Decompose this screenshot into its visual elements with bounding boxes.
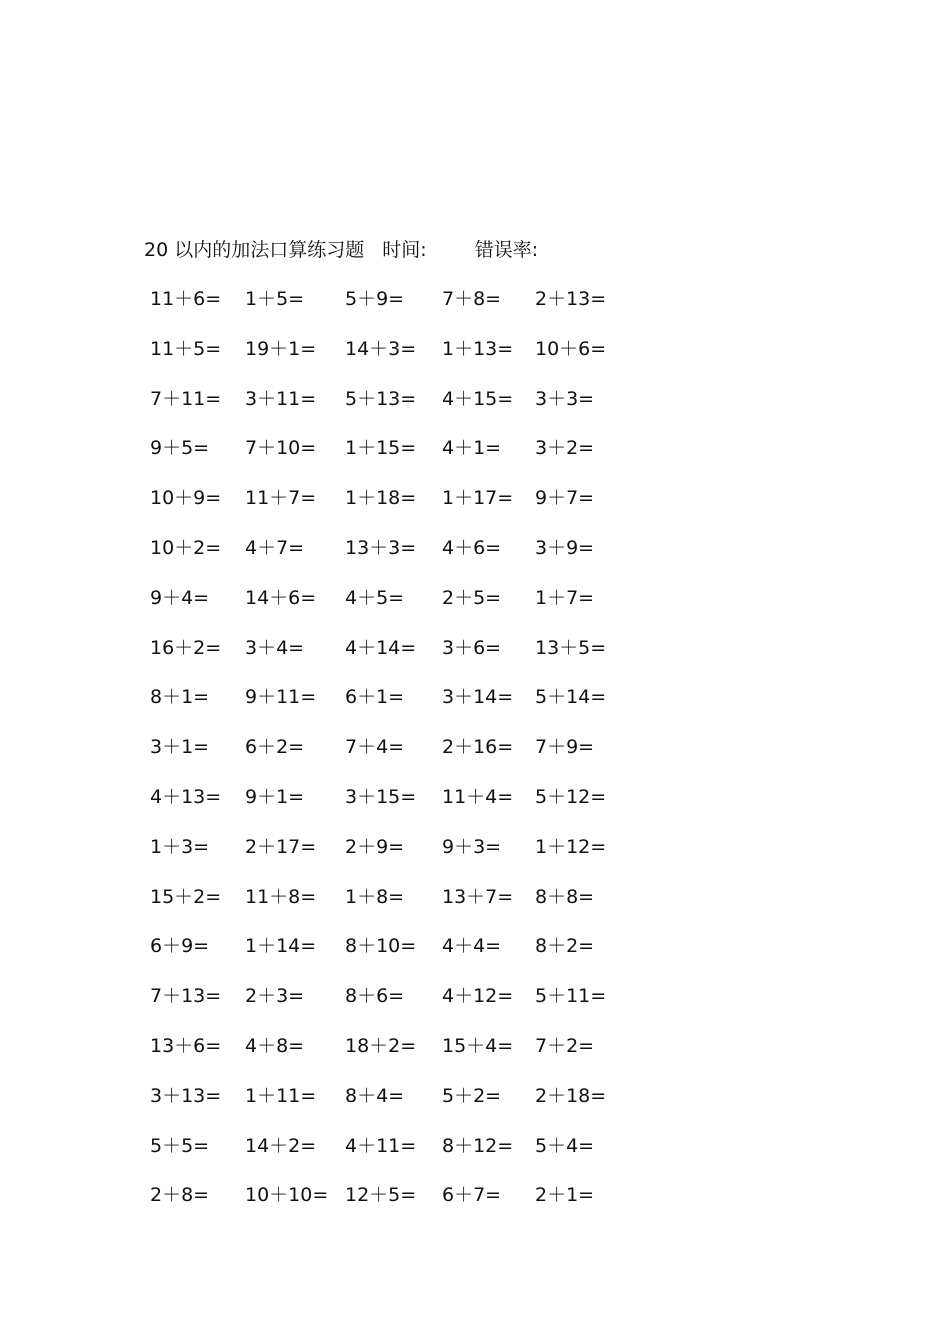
addition-problem: 3＋13= bbox=[150, 1084, 222, 1107]
addition-problem: 7＋8= bbox=[442, 288, 502, 310]
addition-problem: 9＋4= bbox=[150, 586, 210, 609]
addition-problem: 13＋7= bbox=[442, 885, 514, 908]
addition-problem: 2＋16= bbox=[442, 736, 514, 759]
addition-problem: 5＋5= bbox=[150, 1134, 210, 1157]
problem-row bbox=[150, 484, 670, 534]
addition-problem: 13＋5= bbox=[535, 636, 607, 659]
addition-problem: 9＋3= bbox=[442, 835, 502, 858]
addition-problem: 12＋5= bbox=[345, 1184, 417, 1207]
addition-problem: 13＋6= bbox=[150, 1034, 222, 1057]
addition-problem: 7＋11= bbox=[150, 387, 222, 410]
addition-problem: 1＋8= bbox=[345, 885, 405, 908]
problem-row bbox=[150, 1181, 670, 1231]
problem-row bbox=[150, 434, 670, 484]
addition-problem: 11＋6= bbox=[150, 288, 222, 310]
problem-row bbox=[150, 1132, 670, 1182]
addition-problem: 3＋11= bbox=[245, 387, 317, 410]
addition-problem: 8＋10= bbox=[345, 935, 417, 958]
addition-problem: 1＋11= bbox=[245, 1084, 317, 1107]
addition-problem: 4＋1= bbox=[442, 437, 502, 460]
addition-problem: 2＋18= bbox=[535, 1084, 607, 1107]
addition-problem: 19＋1= bbox=[245, 337, 317, 360]
problem-row bbox=[150, 584, 670, 634]
addition-problem: 14＋2= bbox=[245, 1134, 317, 1157]
addition-problem: 1＋13= bbox=[442, 337, 514, 360]
addition-problem: 8＋4= bbox=[345, 1084, 405, 1107]
worksheet-header bbox=[144, 236, 538, 264]
addition-problem: 2＋5= bbox=[442, 586, 502, 609]
problem-row bbox=[150, 335, 670, 385]
addition-problem: 5＋9= bbox=[345, 288, 405, 310]
addition-problem: 1＋7= bbox=[535, 586, 595, 609]
addition-problem: 3＋14= bbox=[442, 686, 514, 709]
addition-problem: 1＋14= bbox=[245, 935, 317, 958]
problem-row bbox=[150, 285, 670, 335]
addition-problem: 1＋5= bbox=[245, 288, 305, 310]
problem-row bbox=[150, 982, 670, 1032]
addition-problem: 3＋3= bbox=[535, 387, 595, 410]
problem-row bbox=[150, 385, 670, 435]
addition-problem: 7＋10= bbox=[245, 437, 317, 460]
addition-problem: 5＋2= bbox=[442, 1084, 502, 1107]
addition-problem: 8＋1= bbox=[150, 686, 210, 709]
addition-problem: 4＋12= bbox=[442, 985, 514, 1008]
addition-problem: 3＋1= bbox=[150, 736, 210, 759]
addition-problem: 1＋17= bbox=[442, 487, 514, 510]
addition-problem: 2＋13= bbox=[535, 288, 607, 310]
addition-problem: 14＋6= bbox=[245, 586, 317, 609]
addition-problem: 1＋12= bbox=[535, 835, 607, 858]
addition-problem: 9＋11= bbox=[245, 686, 317, 709]
addition-problem: 1＋18= bbox=[345, 487, 417, 510]
addition-problem: 15＋2= bbox=[150, 885, 222, 908]
addition-problem: 3＋4= bbox=[245, 636, 305, 659]
addition-problem: 5＋14= bbox=[535, 686, 607, 709]
addition-problem: 2＋17= bbox=[245, 835, 317, 858]
addition-problem: 6＋2= bbox=[245, 736, 305, 759]
addition-problem: 5＋11= bbox=[535, 985, 607, 1008]
addition-problem: 10＋2= bbox=[150, 536, 222, 559]
addition-problem: 2＋9= bbox=[345, 835, 405, 858]
addition-problem: 7＋9= bbox=[535, 736, 595, 759]
addition-problem: 16＋2= bbox=[150, 636, 222, 659]
addition-problem: 8＋12= bbox=[442, 1134, 514, 1157]
addition-problem: 11＋5= bbox=[150, 337, 222, 360]
addition-problem: 3＋15= bbox=[345, 785, 417, 808]
addition-problem: 6＋1= bbox=[345, 686, 405, 709]
addition-problem: 10＋10= bbox=[245, 1184, 329, 1207]
addition-problem: 8＋6= bbox=[345, 985, 405, 1008]
addition-problem: 2＋3= bbox=[245, 985, 305, 1008]
time-label: 时间: bbox=[382, 239, 427, 261]
addition-problem: 3＋2= bbox=[535, 437, 595, 460]
addition-problem: 5＋12= bbox=[535, 785, 607, 808]
addition-problem: 4＋6= bbox=[442, 536, 502, 559]
addition-problem: 10＋6= bbox=[535, 337, 607, 360]
addition-problem: 5＋13= bbox=[345, 387, 417, 410]
addition-problem: 9＋7= bbox=[535, 487, 595, 510]
addition-problem: 4＋5= bbox=[345, 586, 405, 609]
addition-problem: 15＋4= bbox=[442, 1034, 514, 1057]
addition-problem: 9＋5= bbox=[150, 437, 210, 460]
addition-problem: 9＋1= bbox=[245, 785, 305, 808]
addition-problem: 4＋15= bbox=[442, 387, 514, 410]
addition-problem: 5＋4= bbox=[535, 1134, 595, 1157]
addition-problem: 7＋2= bbox=[535, 1034, 595, 1057]
addition-problem: 4＋14= bbox=[345, 636, 417, 659]
addition-problem: 7＋4= bbox=[345, 736, 405, 759]
addition-problem: 10＋9= bbox=[150, 487, 222, 510]
addition-problem: 14＋3= bbox=[345, 337, 417, 360]
addition-problem: 8＋2= bbox=[535, 935, 595, 958]
addition-problem: 11＋7= bbox=[245, 487, 317, 510]
problem-row bbox=[150, 1082, 670, 1132]
problem-row bbox=[150, 883, 670, 933]
addition-problem: 2＋8= bbox=[150, 1184, 210, 1207]
addition-problem: 4＋4= bbox=[442, 935, 502, 958]
addition-problem: 1＋3= bbox=[150, 835, 210, 858]
problem-row bbox=[150, 783, 670, 833]
problem-row bbox=[150, 833, 670, 883]
addition-problem: 3＋9= bbox=[535, 536, 595, 559]
addition-problem: 7＋13= bbox=[150, 985, 222, 1008]
problem-grid bbox=[150, 285, 670, 1231]
addition-problem: 18＋2= bbox=[345, 1034, 417, 1057]
problem-row bbox=[150, 534, 670, 584]
addition-problem: 6＋7= bbox=[442, 1184, 502, 1207]
addition-problem: 11＋4= bbox=[442, 785, 514, 808]
addition-problem: 11＋8= bbox=[245, 885, 317, 908]
addition-problem: 8＋8= bbox=[535, 885, 595, 908]
addition-problem: 4＋13= bbox=[150, 785, 222, 808]
problem-row bbox=[150, 634, 670, 684]
problem-row bbox=[150, 733, 670, 783]
addition-problem: 13＋3= bbox=[345, 536, 417, 559]
worksheet-title: 20 以内的加法口算练习题 bbox=[144, 239, 365, 261]
addition-problem: 4＋8= bbox=[245, 1034, 305, 1057]
addition-problem: 6＋9= bbox=[150, 935, 210, 958]
addition-problem: 4＋7= bbox=[245, 536, 305, 559]
problem-row bbox=[150, 1032, 670, 1082]
error-rate-label: 错误率: bbox=[474, 239, 539, 261]
addition-problem: 1＋15= bbox=[345, 437, 417, 460]
problem-row bbox=[150, 932, 670, 982]
addition-problem: 2＋1= bbox=[535, 1184, 595, 1207]
addition-problem: 3＋6= bbox=[442, 636, 502, 659]
addition-problem: 4＋11= bbox=[345, 1134, 417, 1157]
problem-row bbox=[150, 683, 670, 733]
